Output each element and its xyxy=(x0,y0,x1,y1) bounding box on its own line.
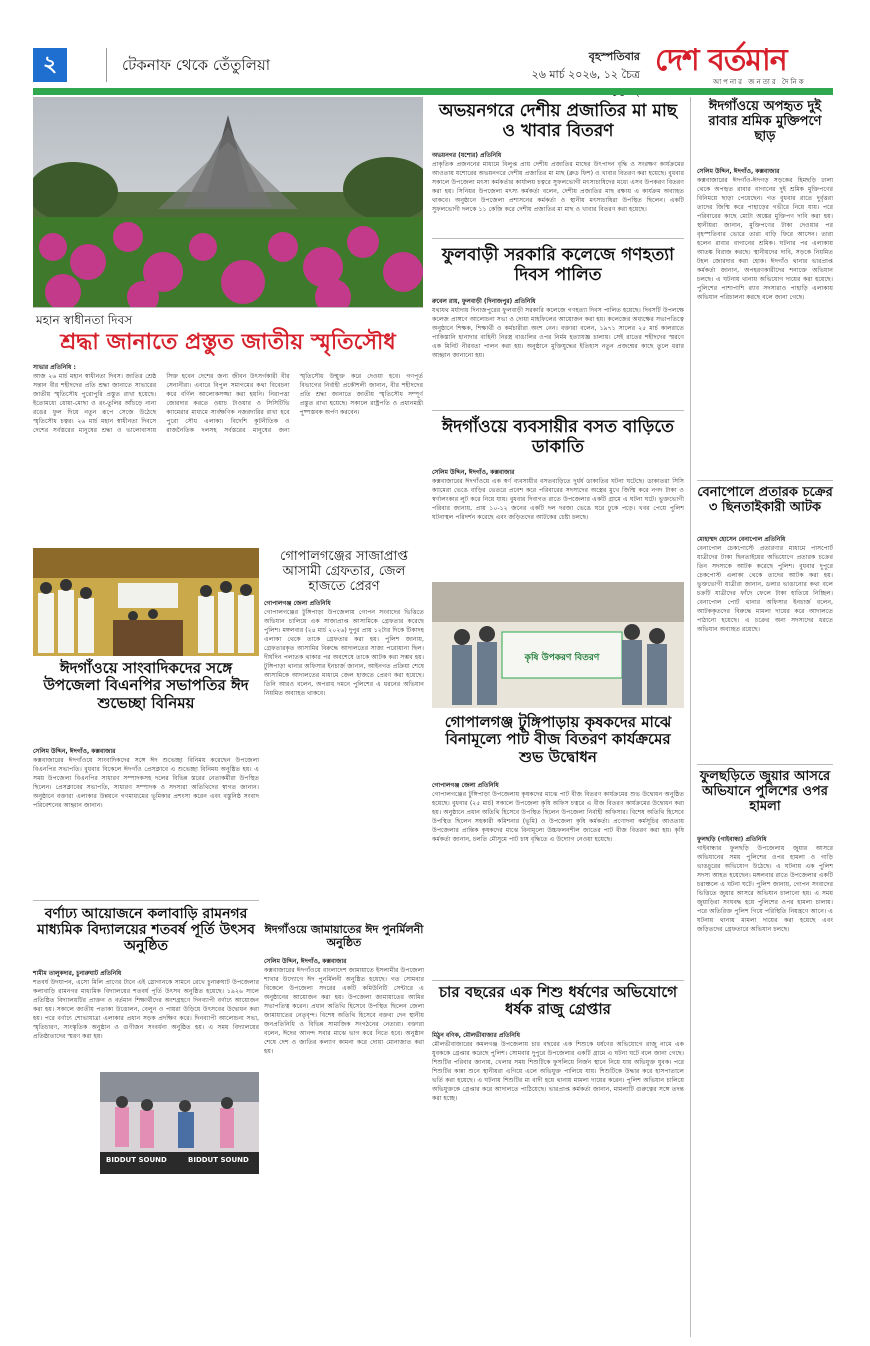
body-benapole: বেনাপোল চেকপোস্টে প্রতারণার মাধ্যমে পাসপোর্ট যাত্রীদের টাকা ছিনতাইয়ের অভিযোগে প্রতারক চক্রের তিন সদস্যকে আটক করেছে পুলিশ। বুধবার দুপুরে চেকপোস্ট এলাকা থেকে তাদের আটক করা হয়। ভুক্তভোগী যাত্রীরা জানান, ডলার ভাঙানোর কথা বলে চক্রটি যাত্রীদের ফাঁদে ফেলে টাকা হাতিয়ে নিচ্ছিল। বেনাপোল পোর্ট থানার অফিসার ইনচার্জ বলেন, আটককৃতদের বিরুদ্ধে মামলা দায়ের করে আদালতে পাঠানো হয়েছে। এ চক্রের অন্য সদস্যদের ধরতে অভিযান অব্যাহত রয়েছে। xyxy=(697,545,833,633)
byline-jute-seed: গোপালগঞ্জ জেলা প্রতিনিধি xyxy=(432,782,499,789)
headline-abducted: ঈদগাঁওয়ে অপহৃত দুই রাবার শ্রমিক মুক্তিপণে ছাড় xyxy=(708,99,822,144)
divider-center-1 xyxy=(432,238,684,239)
byline-jamaat: সেলিম উদ্দিন, ঈদগাঁও, কক্সবাজার xyxy=(264,958,347,965)
press-meeting-photo xyxy=(33,548,259,656)
jute-banner-caption: কৃষি উপকরণ বিতরণ xyxy=(524,653,600,663)
headline-phulchhari: ফুলছড়িতে জুয়ার আসরে অভিযানে পুলিশের ওপর হামলা xyxy=(699,769,831,814)
school-banner-1: BIDDUT SOUND xyxy=(106,1156,167,1164)
byline-gopalganj-arrest: গোপালগঞ্জ জেলা প্রতিনিধি xyxy=(264,600,331,607)
headline-jamaat: ঈদগাঁওয়ে জামায়াতের ঈদ পুনর্মিলনী অনুষ্ঠিত xyxy=(264,923,424,949)
byline-phulchhari: ফুলছড়ি (গাইবান্ধা) প্রতিনিধি xyxy=(697,836,767,843)
body-jamaat: কক্সবাজারের ঈদগাঁওয়ে বাংলাদেশ জামায়াতে ইসলামীর উপজেলা শাখার উদ্যোগে ঈদ পুনর্মিলনী অনুষ্ঠিত হয়েছে। গত সোমবার বিকেলে উপজেলা সদরের একটি কমিউনিটি সেন্টারে এ অনুষ্ঠানের আয়োজন করা হয়। উপজেলা জামায়াতের আমির সভাপতিত্ব করেন। প্রধান অতিথি হিসেবে উপস্থিত ছিলেন জেলা জামায়াতের নেতৃবৃন্দ। বিশেষ অতিথি হিসেবে বক্তব্য দেন স্থানীয় জনপ্রতিনিধি ও বিভিন্ন সামাজিক সংগঠনের নেতারা। বক্তারা বলেন, ঈদের আনন্দ সবার মাঝে ভাগ করে নিতে হবে। অনুষ্ঠান শেষে দেশ ও জাতির কল্যাণ কামনা করে দোয়া মোনাজাত করা হয়। xyxy=(264,967,424,1055)
logo-tagline: আপনার জনতার দৈনিক xyxy=(713,78,806,86)
headline-ma-mach: অভয়নগরে দেশীয় প্রজাতির মা মাছ ও খাবার বিতরণ xyxy=(438,101,678,141)
body-robbery: কক্সবাজারের ঈদগাঁওয়ে এক স্বর্ণ ব্যবসায়ীর বসতবাড়িতে দুর্ধর্ষ ডাকাতির ঘটনা ঘটেছে। ডাকাতরা সিসি ক্যামেরা ভেঙে বাড়ির ভেতরে প্রবেশ করে পরিবারের সদস্যদের অস্ত্রের মুখে জিম্মি করে নগদ টাকা ও স্বর্ণালংকার লুট করে নিয়ে যায়। বুধবার দিবাগত রাতে উপজেলার একটি গ্রামে এ ঘটনা ঘটে। ভুক্তভোগী পরিবার জানায়, প্রায় ১০-১২ জনের একটি দল দরজা ভেঙে ঘরে ঢুকে পড়ে। খবর পেয়ে পুলিশ ঘটনাস্থল পরিদর্শন করেছে এবং জড়িতদের আটকের চেষ্টা চলছে। xyxy=(432,478,684,521)
kicker-smritisoudho: মহান স্বাধীনতা দিবস xyxy=(36,313,133,327)
body-smritisoudho: আজ ২৬ মার্চ মহান স্বাধীনতা দিবস। জাতির শ্রেষ্ঠ সন্তান বীর শহীদদের প্রতি শ্রদ্ধা জানাতে সাভারের জাতীয় স্মৃতিসৌধ পুরোপুরি প্রস্তুত রাখা হয়েছে। ইতোমধ্যে ধোয়া-মোছা ও রং-তুলির আঁচড়ে নানা রঙের ফুল দিয়ে নতুন রূপে সেজে উঠেছে স্মৃতিসৌধ চত্বর। ২৬ মার্চ মহান স্বাধীনতা দিবসে দেশের সর্বস্তরের মানুষের শ্রদ্ধা ও ভালোবাসায় সিক্ত হবেন দেশের জন্য জীবন উৎসর্গকারী বীর সেনানীরা। এবারে বিপুল সমাগমের কথা বিবেচনা করে বর্ণিল আলোকসজ্জা করা হয়নি। নিরাপত্তা জোরদার করতে ওয়াচ টাওয়ার ও সিসিটিভি ক্যামেরার মাধ্যমে সার্বক্ষণিক নজরদারির রাখা হবে পুরো সৌধ এলাকা। বিদেশি কূটনীতিক ও রাজনৈতিক দলসহ সর্বস্তরের মানুষের জন্য স্মৃতিসৌধ উন্মুক্ত করে দেওয়া হবে। গণপূর্ত বিভাগের নির্বাহী প্রকৌশলী জানান, বীর শহীদদের প্রতি শ্রদ্ধা জানাতে জাতীয় স্মৃতিসৌধ সম্পূর্ণ প্রস্তুত রাখা হয়েছে। সকালে রাষ্ট্রপতি ও প্রধানমন্ত্রী পুষ্পস্তবক অর্পণ করবেন। xyxy=(33,373,423,434)
headline-jute-seed: গোপালগঞ্জ টুঙ্গিপাড়ায় কৃষকদের মাঝে বিনামূল্যে পাট বীজ বিতরণ কার্যক্রমের শুভ উদ্বোধন xyxy=(444,713,672,766)
divider-center-2 xyxy=(432,410,684,411)
body-gopalganj-arrest: গোপালগঞ্জের টুঙ্গিপাড়া উপজেলায় গোপন সংবাদের ভিত্তিতে অভিযান চালিয়ে এক সাজাপ্রাপ্ত আসামিকে গ্রেফতার করেছে পুলিশ। মঙ্গলবার (২৪ মার্চ ২০২৬) দুপুর প্রায় ১২টার দিকে টিকাদহ এলাকা থেকে তাকে গ্রেফতার করা হয়। পুলিশ জানায়, গ্রেফতারকৃত আসামির বিরুদ্ধে আদালতের সাজা পরোয়ানা ছিল। দীর্ঘদিন পলাতক থাকার পর অবশেষে তাকে আটক করা সম্ভব হয়। টুঙ্গিপাড়া থানার অফিসার ইনচার্জ জানান, আইনগত প্রক্রিয়া শেষে আসামিকে আদালতের মাধ্যমে জেল হাজতে প্রেরণ করা হয়েছে। তিনি আরও বলেন, অপরাধ দমনে পুলিশের এ ধরনের অভিযান নিয়মিত অব্যাহত থাকবে। xyxy=(264,609,424,697)
byline-smritisoudho: সাভার প্রতিনিধি : xyxy=(33,364,76,371)
section-title: টেকনাফ থেকে তেঁতুলিয়া xyxy=(122,56,271,74)
body-phulbari: যথাযথ মর্যাদায় দিনাজপুরের ফুলবাড়ী সরকারি কলেজে গণহত্যা দিবস পালিত হয়েছে। দিবসটি উপলক্ষে কলেজ প্রাঙ্গণে আলোচনা সভা ও দোয়া মাহফিলের আয়োজন করা হয়। কলেজের অধ্যক্ষের সভাপতিত্বে অনুষ্ঠানে শিক্ষক, শিক্ষার্থী ও কর্মচারীরা অংশ নেন। বক্তারা বলেন, ১৯৭১ সালের ২৫ মার্চ কালরাতে পাকিস্তানি হানাদার বাহিনী নিরস্ত্র বাঙালির ওপর নির্মম হত্যাযজ্ঞ চালায়। সেই রাতের শহীদদের স্মরণে এক মিনিট নীরবতা পালন করা হয়। অনুষ্ঠানে মুক্তিযুদ্ধের ইতিহাস নতুন প্রজন্মের কাছে তুলে ধরার আহ্বান জানানো হয়। xyxy=(432,307,684,359)
issue-date: ২৬ মার্চ ২০২৬, ১২ চৈত্র xyxy=(531,68,640,81)
divider-right-1 xyxy=(697,480,833,481)
body-abducted: কক্সবাজারের ঈদগাঁও-ঈদগড় সড়কের হিমছড়ি ঢালা থেকে অপহৃত রাবার বাগানের দুই শ্রমিক মুক্তিপণের বিনিময়ে ছাড়া পেয়েছেন। গত বুধবার রাতে দুর্বৃত্তরা তাদের জিম্মি করে পাহাড়ের গভীরে নিয়ে যায়। পরে পরিবারের কাছে মোটা অঙ্কের মুক্তিপণ দাবি করা হয়। স্থানীয়রা জানান, মুক্তিপণের টাকা দেওয়ার পর বৃহস্পতিবার ভোরে তারা বাড়ি ফিরে আসেন। তারা হলেন রাবার বাগানের শ্রমিক। ঘটনার পর এলাকায় আতঙ্ক বিরাজ করছে। স্থানীয়দের দাবি, সড়কে নিয়মিত টহল জোরদার করা হোক। ঈদগাঁও থানার ভারপ্রাপ্ত কর্মকর্তা জানান, অপহরণকারীদের শনাক্তে অভিযান চলছে। এ ঘটনায় থানায় অভিযোগ দায়ের করা হয়েছে। পুলিশের পাশাপাশি র‍্যাব সদস্যরাও পাহাড়ি এলাকায় অভিযান পরিচালনা করছে বলে জানা গেছে। xyxy=(697,177,833,301)
school-banner-2: BIDDUT SOUND xyxy=(188,1156,249,1164)
divider-center-3 xyxy=(432,980,684,981)
headline-kalabari: বর্ণাঢ্য আয়োজনে কলাবাড়ি রামনগর মাধ্যমিক বিদ্যালয়ের শতবর্ষ পূর্তি উৎসব অনুষ্ঠিত xyxy=(37,906,255,955)
body-phulchhari: গাইবান্ধার ফুলছড়ি উপজেলায় জুয়ার আসরে অভিযানের সময় পুলিশের ওপর হামলা ও গাড়ি ভাঙচুরের অভিযোগ উঠেছে। এ ঘটনায় এক পুলিশ সদস্য আহত হয়েছেন। মঙ্গলবার রাতে উপজেলার একটি চরাঞ্চলে এ ঘটনা ঘটে। পুলিশ জানায়, গোপন সংবাদের ভিত্তিতে জুয়ার আসরে অভিযান চালানো হয়। এ সময় জুয়াড়িরা সংঘবদ্ধ হয়ে পুলিশের ওপর হামলা চালায়। পরে অতিরিক্ত পুলিশ গিয়ে পরিস্থিতি নিয়ন্ত্রণে আনে। এ ঘটনায় থানায় মামলা দায়ের করা হয়েছে এবং জড়িতদের গ্রেফতারে অভিযান চলছে। xyxy=(697,845,833,933)
page-number: ২ xyxy=(33,48,67,82)
byline-press-meeting: সেলিম উদ্দিন, ঈদগাঁও, কক্সবাজার xyxy=(33,748,116,755)
body-ma-mach: প্রাকৃতিক প্রজননের মাধ্যমে বিলুপ্ত প্রায় দেশীয় প্রজাতির মাছের উৎপাদন বৃদ্ধি ও সংরক্ষণ কার্যক্রমের আওতায় যশোরের অভয়নগরে দেশীয় প্রজাতির মা মাছ (ব্রুড ফিশ) ও খাবার বিতরণ করা হয়েছে। বুধবার সকালে উপজেলা মৎস্য কর্মকর্তার কার্যালয় চত্বরে সুফলভোগী মৎস্যচাষিদের মধ্যে এসব উপকরণ বিতরণ করা হয়। সিনিয়র উপজেলা মৎস্য কর্মকর্তা বলেন, দেশীয় প্রজাতির মাছ রক্ষায় এ কার্যক্রম অব্যাহত থাকবে। অনুষ্ঠানে উপজেলা প্রশাসনের কর্মকর্তা ও স্থানীয় মৎস্যচাষিরা উপস্থিত ছিলেন। একটি সুফলভোগী দলকে ১১ কেজি করে দেশীয় প্রজাতির মা মাছ ও খাবার বিতরণ করা হয়েছে। xyxy=(432,161,684,213)
byline-ma-mach: অভয়নগর (যশোর) প্রতিনিধি xyxy=(432,152,502,159)
header-divider xyxy=(106,48,107,82)
headline-benapole: বেনাপোলে প্রতারক চক্রের ৩ ছিনতাইকারী আটক xyxy=(697,485,833,515)
body-raju: মৌলভীবাজারের কমলগঞ্জ উপজেলায় চার বছরের এক শিশুকে ধর্ষণের অভিযোগে রাজু নামে এক যুবককে গ্রেপ্তার করেছে পুলিশ। সোমবার দুপুরে উপজেলার একটি গ্রামে এ ঘটনা ঘটে বলে জানা গেছে। শিশুটির পরিবার জানায়, খেলার সময় শিশুটিকে ফুসলিয়ে নির্জন স্থানে নিয়ে যায় অভিযুক্ত যুবক। পরে শিশুটির কান্না শুনে স্থানীয়রা এগিয়ে এলে অভিযুক্ত পালিয়ে যায়। শিশুটিকে উদ্ধার করে হাসপাতালে ভর্তি করা হয়েছে। এ ঘটনায় শিশুটির মা বাদী হয়ে থানায় মামলা দায়ের করেন। পুলিশ অভিযান চালিয়ে অভিযুক্তকে গ্রেপ্তার করে আদালতে পাঠিয়েছে। ভারপ্রাপ্ত কর্মকর্তা জানান, মামলাটি গুরুত্বের সঙ্গে তদন্ত করা হচ্ছে। xyxy=(432,1041,684,1102)
body-jute-seed: গোপালগঞ্জের টুঙ্গিপাড়া উপজেলায় কৃষকদের মাঝে পাট বীজ বিতরণ কার্যক্রমের শুভ উদ্বোধন অনুষ্ঠিত হয়েছে। বুধবার (২৫ মার্চ) সকালে উপজেলা কৃষি অফিস চত্বরে এ বীজ বিতরণ কার্যক্রমের উদ্বোধন করা হয়। অনুষ্ঠানে প্রধান অতিথি হিসেবে উপস্থিত ছিলেন উপজেলা নির্বাহী অফিসার। বিশেষ অতিথি হিসেবে উপস্থিত ছিলেন সহকারী কমিশনার (ভূমি) ও উপজেলা কৃষি কর্মকর্তা। প্রণোদনা কর্মসূচির আওতায় উপজেলার প্রান্তিক কৃষকদের মাঝে বিনামূল্যে উচ্চফলনশীল জাতের পাট বীজ বিতরণ করা হয়। কৃষি কর্মকর্তা জানান, চলতি মৌসুমে পাট চাষ বৃদ্ধিতে এ উদ্যোগ নেওয়া হয়েছে। xyxy=(432,791,684,843)
divider-right-2 xyxy=(697,764,833,765)
smritisoudho-photo xyxy=(33,97,423,307)
headline-gopalganj-arrest: গোপালগঞ্জের সাজাপ্রাপ্ত আসামী গ্রেফতার, জেল হাজতে প্রেরণ xyxy=(280,549,408,594)
byline-kalabari: শামীম তালুকদার, চুনারুঘাট প্রতিনিধি xyxy=(33,970,122,977)
school-event-photo xyxy=(100,1072,259,1174)
headline-raju: চার বছরের এক শিশু ধর্ষণের অভিযোগে ধর্ষক রাজু গ্রেপ্তার xyxy=(438,983,678,1019)
body-press-meeting: কক্সবাজারের ঈদগাঁওয়ে সাংবাদিকদের সঙ্গে ঈদ শুভেচ্ছা বিনিময় করেছেন উপজেলা বিএনপির সভাপতি। বুধবার বিকেলে ঈদগাঁও প্রেসক্লাবে এ শুভেচ্ছা বিনিময় অনুষ্ঠিত হয়। এ সময় উপজেলা বিএনপির সাধারণ সম্পাদকসহ দলের বিভিন্ন স্তরের নেতাকর্মীরা উপস্থিত ছিলেন। প্রেসক্লাবের সভাপতি, সাধারণ সম্পাদক ও সদস্যরা অতিথিদের স্বাগত জানান। অনুষ্ঠানে বক্তারা এলাকার উন্নয়নে গণমাধ্যমের ভূমিকার প্রশংসা করেন এবং বস্তুনিষ্ঠ সংবাদ পরিবেশনের আহ্বান জানান। xyxy=(33,757,259,809)
jute-seed-photo xyxy=(432,582,684,708)
headline-press-meeting: ঈদগাঁওয়ে সাংবাদিকদের সঙ্গে উপজেলা বিএনপির সভাপতির ঈদ শুভেচ্ছা বিনিময় xyxy=(43,659,249,712)
body-kalabari-top: শতবর্ষ উদযাপন, এসো মিলি প্রাণের টানে এই স্লোগানকে সামনে রেখে চুনারুঘাট উপজেলার কলাবাড়ি রামনগর মাধ্যমিক বিদ্যালয়ের শতবর্ষ পূর্তি উৎসব অনুষ্ঠিত হয়েছে। ১৯২৬ সালে প্রতিষ্ঠিত বিদ্যালয়টির প্রাক্তন ও বর্তমান শিক্ষার্থীদের অংশগ্রহণে দিনব্যাপী বর্ণাঢ্য আয়োজন করা হয়। সকালে জাতীয় পতাকা উত্তোলন, বেলুন ও পায়রা উড়িয়ে উৎসবের উদ্বোধন করা হয়। পরে বর্ণাঢ্য শোভাযাত্রা এলাকার প্রধান সড়ক প্রদক্ষিণ করে। দিনব্যাপী আলোচনা সভা, স্মৃতিচারণ, সাংস্কৃতিক অনুষ্ঠান ও গুণীজন সংবর্ধনা অনুষ্ঠিত হয়। এ সময় বিদ্যালয়ের প্রতিষ্ঠাতাদের স্মরণ করা হয়। xyxy=(33,979,259,1040)
headline-robbery: ঈদগাঁওয়ে ব্যবসায়ীর বসত বাড়িতে ডাকাতি xyxy=(442,417,674,457)
headline-smritisoudho: শ্রদ্ধা জানাতে প্রস্তুত জাতীয় স্মৃতিসৌধ xyxy=(60,329,396,355)
byline-robbery: সেলিম উদ্দিন, ঈদগাঁও, কক্সবাজার xyxy=(432,469,515,476)
header-accent-bar xyxy=(33,88,833,95)
issue-weekday: বৃহস্পতিবার xyxy=(588,50,640,63)
byline-phulbari: রুবেল রায়, ফুলবাড়ী (দিনাজপুর) প্রতিনিধি xyxy=(432,298,536,305)
byline-raju: মিঠুন বণিক, মৌলভীবাজার প্রতিনিধি xyxy=(432,1032,520,1039)
photo-caption-rule xyxy=(33,307,423,308)
divider-left-1 xyxy=(33,900,259,901)
logo-title: দেশ বর্তমান xyxy=(655,43,787,78)
headline-phulbari: ফুলবাড়ী সরকারি কলেজে গণহত্যা দিবস পালিত xyxy=(441,245,675,285)
byline-benapole: মোহাম্মদ হোসেন বেনাপোল প্রতিনিধি xyxy=(697,536,786,543)
newspaper-logo xyxy=(655,43,833,86)
byline-abducted: সেলিম উদ্দিন, ঈদগাঁও, কক্সবাজার xyxy=(697,168,780,175)
column-divider-right xyxy=(690,97,691,1337)
